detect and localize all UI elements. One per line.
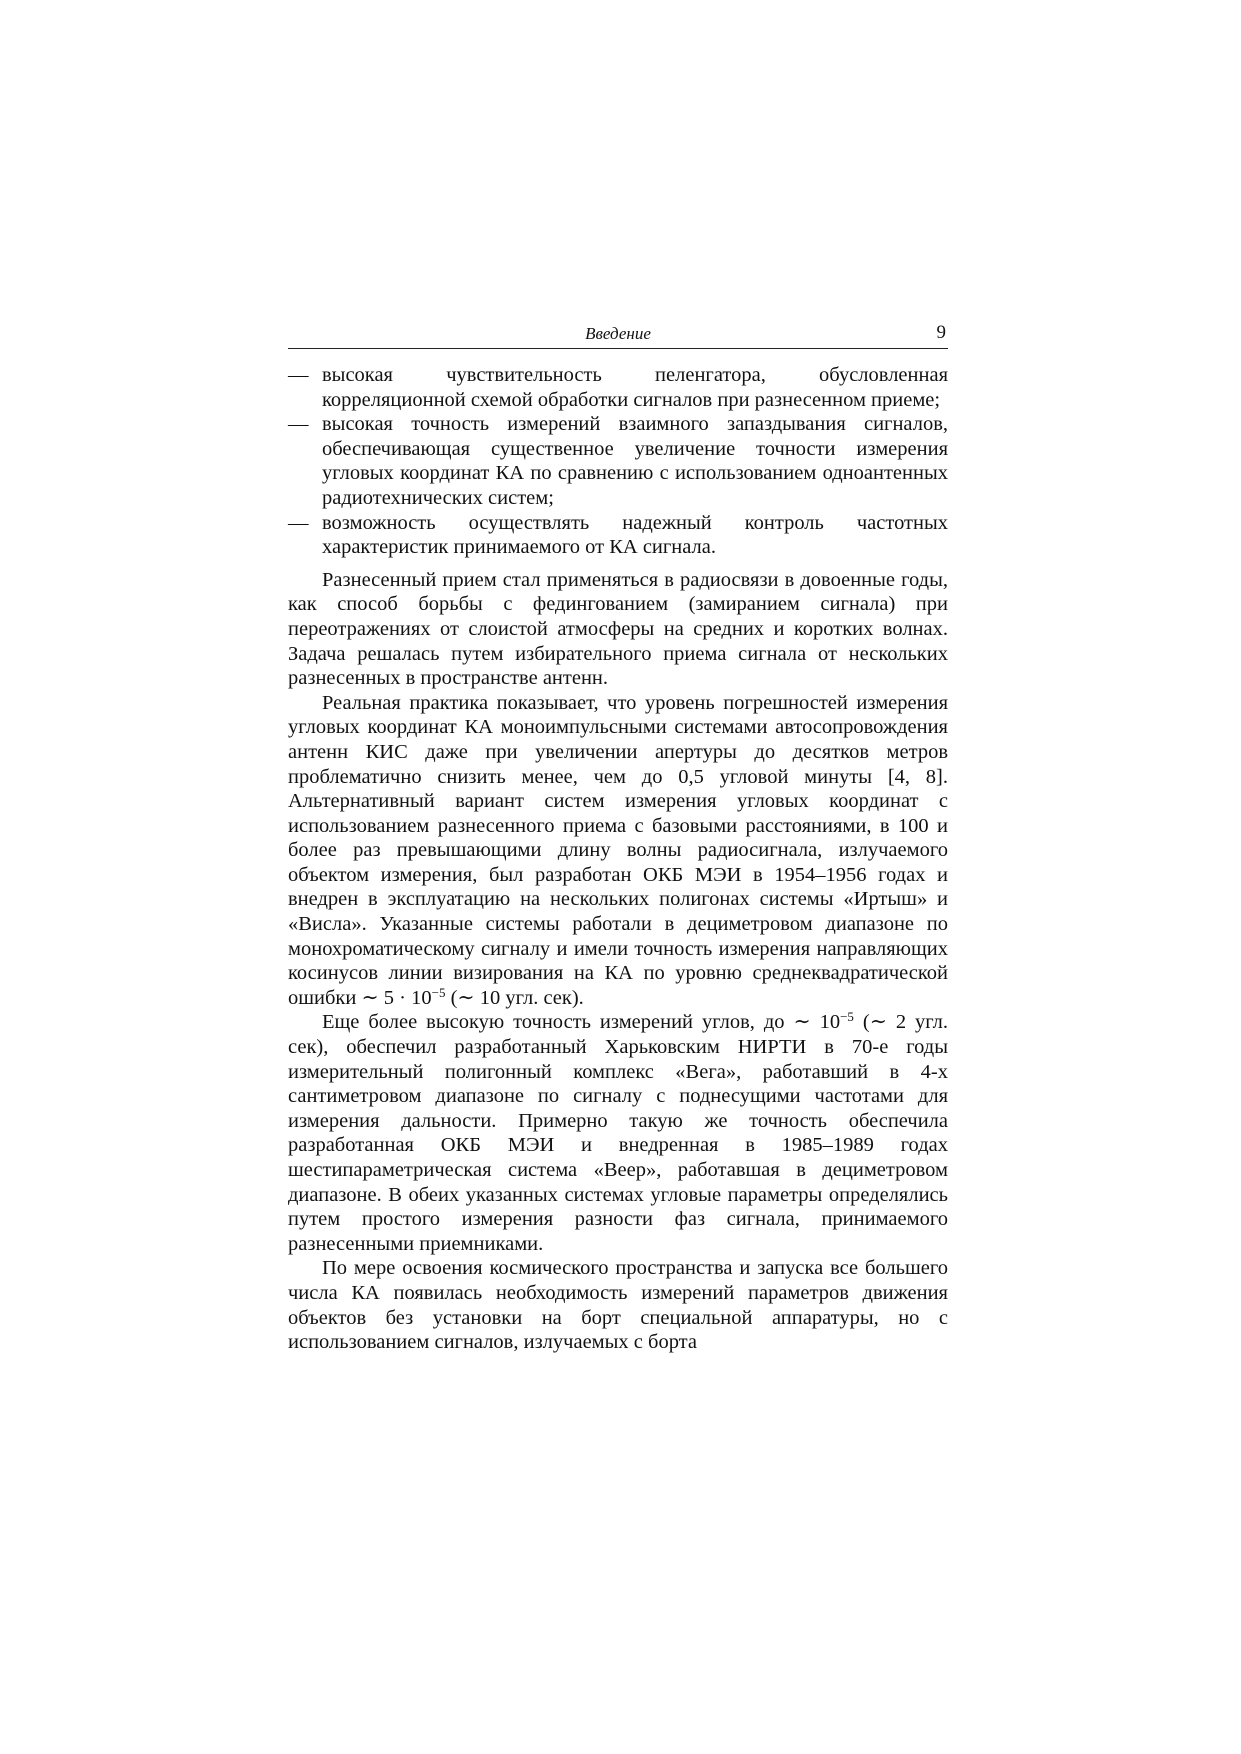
exponent: −5 — [840, 1009, 854, 1025]
paragraph-2-tail: (∼ 10 угл. сек). — [445, 986, 584, 1009]
paragraph-2 — [288, 691, 948, 1011]
paragraph-3 — [288, 1010, 948, 1256]
body-text — [288, 363, 948, 1355]
paragraph-4: По мере освоения космического пространства и запуска все большего числа КА появилась необходимость измерений параметров движения объектов без установки на борт специальной аппаратуры, но с использованием сигналов, излучаемых с борта — [288, 1257, 948, 1354]
bullet-item — [288, 363, 948, 412]
bullet-dash: — — [288, 364, 309, 386]
bullet-text: возможность осуществлять надежный контроль частотных характеристик принимаемого от КА сигнала. — [322, 511, 948, 559]
bullet-dash: — — [288, 413, 309, 436]
paragraph-3-head: Еще более высокую точность измерений углов, до ∼ 10 — [322, 1011, 841, 1034]
paragraph-2-main: Реальная практика показывает, что уровень погрешностей измерения угловых координат КА моноимпульсными системами автосопровождения антенн КИС даже при увеличении апертуры до десятков метров проблематично снизить менее, чем до 0,5 угловой минуты [4, 8]. Альтернативный вариант систем измерения угловых координат с использованием разнесенного приема с базовыми расстояниями, в 100 и более раз превышающими длину волны радиосигнала, излучаемого объектом измерения, был разработан ОКБ МЭИ в 1954–1956 годах и внедрен в эксплуатацию на нескольких полигонах системы «Иртыш» и «Висла». Указанные системы работали в дециметровом диапазоне по монохроматическому сигналу и имели точность измерения направляющих косинусов линии визирования на КА по уровню среднеквадратической ошибки ∼ 5 · 10 — [288, 691, 948, 1009]
chapter-title: Введение — [585, 324, 651, 343]
bullet-item — [288, 511, 948, 560]
bullet-item — [288, 412, 948, 510]
exponent: −5 — [431, 984, 446, 1000]
bullet-text: высокая точность измерений взаимного запаздывания сигналов, обеспечивающая существенное увеличение точности измерения угловых координат КА по сравнению с использованием одноантенных радиотехнических систем; — [322, 413, 948, 509]
bullet-text: высокая чувствительность пеленгатора, обусловленная корреляционной схемой обработки сигналов при разнесенном приеме; — [322, 364, 948, 411]
paragraph-1: Разнесенный прием стал применяться в радиосвязи в довоенные годы, как способ борьбы с федингованием (замиранием сигнала) при переотражениях от слоистой атмосферы на средних и коротких волнах. Задача решалась путем избирательного приема сигнала от нескольких разнесенных в пространстве антенн. — [288, 568, 948, 690]
paragraph-3-main: (∼ 2 угл. сек), обеспечил разработанный Харьковским НИРТИ в 70-е годы измерительный полигонный комплекс «Вега», работавший в 4-х сантиметровом диапазоне по сигналу с поднесущими частотами для измерения дальности. Примерно такую же точность обеспечила разработанная ОКБ МЭИ и внедренная в 1985–1989 годах шестипараметрическая система «Веер», работавшая в дециметровом диапазоне. В обеих указанных системах угловые параметры определялись путем простого измерения разности фаз сигнала, принимаемого разнесенными приемниками. — [288, 1011, 948, 1255]
running-head — [288, 322, 948, 349]
bullet-dash: — — [288, 511, 309, 534]
page-number: 9 — [936, 322, 946, 343]
book-page — [288, 322, 948, 1355]
